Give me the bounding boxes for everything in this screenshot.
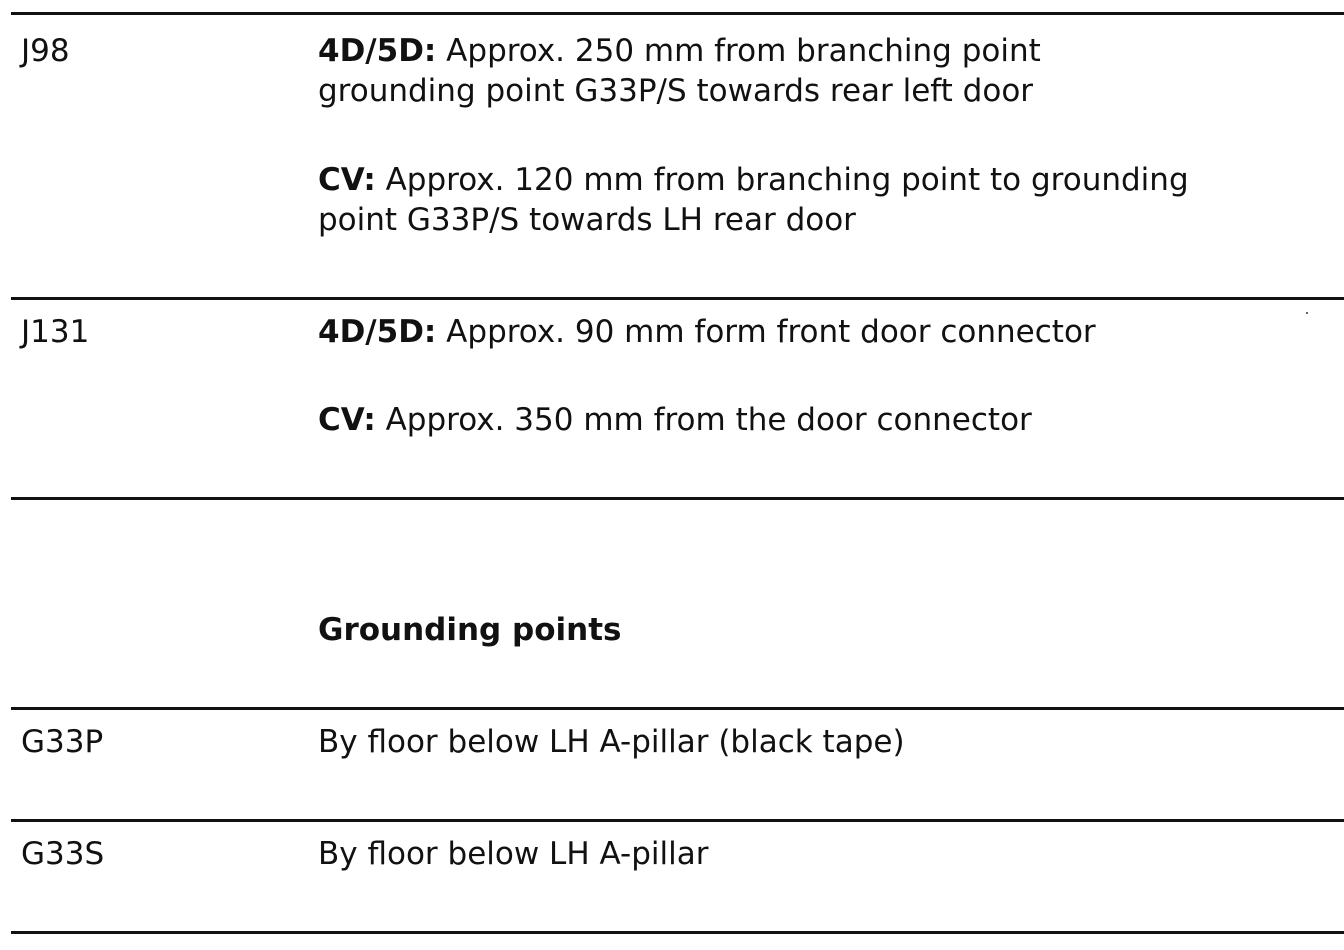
grounding-point-id: G33P bbox=[21, 724, 104, 760]
section-heading: Grounding points bbox=[318, 612, 622, 648]
description-text: Approx. 120 mm from branching point to grounding bbox=[375, 162, 1189, 198]
row-description-line bbox=[318, 31, 1041, 71]
grounding-point-description: By floor below LH A-pillar bbox=[318, 836, 709, 872]
variant-label: 4D/5D: bbox=[318, 33, 437, 69]
table-rule bbox=[11, 297, 1344, 300]
table-rule bbox=[11, 707, 1344, 710]
row-description-line: point G33P/S towards LH rear door bbox=[318, 202, 856, 238]
grounding-point-id: G33S bbox=[21, 836, 105, 872]
variant-label: CV: bbox=[318, 402, 376, 438]
row-description-line: grounding point G33P/S towards rear left door bbox=[318, 73, 1034, 109]
description-text: Approx. 350 mm from the door connector bbox=[375, 402, 1032, 438]
scan-speck bbox=[1306, 312, 1308, 314]
table-rule-top bbox=[11, 12, 1344, 15]
row-description-line bbox=[318, 312, 1096, 352]
description-text: Approx. 90 mm form front door connector bbox=[436, 314, 1096, 350]
variant-label: 4D/5D: bbox=[318, 314, 437, 350]
row-id: J131 bbox=[21, 314, 90, 350]
table-rule bbox=[11, 819, 1344, 822]
row-description-line bbox=[318, 400, 1032, 440]
row-description-line bbox=[318, 160, 1189, 200]
variant-label: CV: bbox=[318, 162, 376, 198]
description-text: Approx. 250 mm from branching point bbox=[436, 33, 1041, 69]
row-id: J98 bbox=[21, 33, 70, 69]
grounding-point-description: By floor below LH A-pillar (black tape) bbox=[318, 724, 905, 760]
table-rule bbox=[11, 497, 1344, 500]
table-rule-bottom bbox=[11, 931, 1344, 934]
